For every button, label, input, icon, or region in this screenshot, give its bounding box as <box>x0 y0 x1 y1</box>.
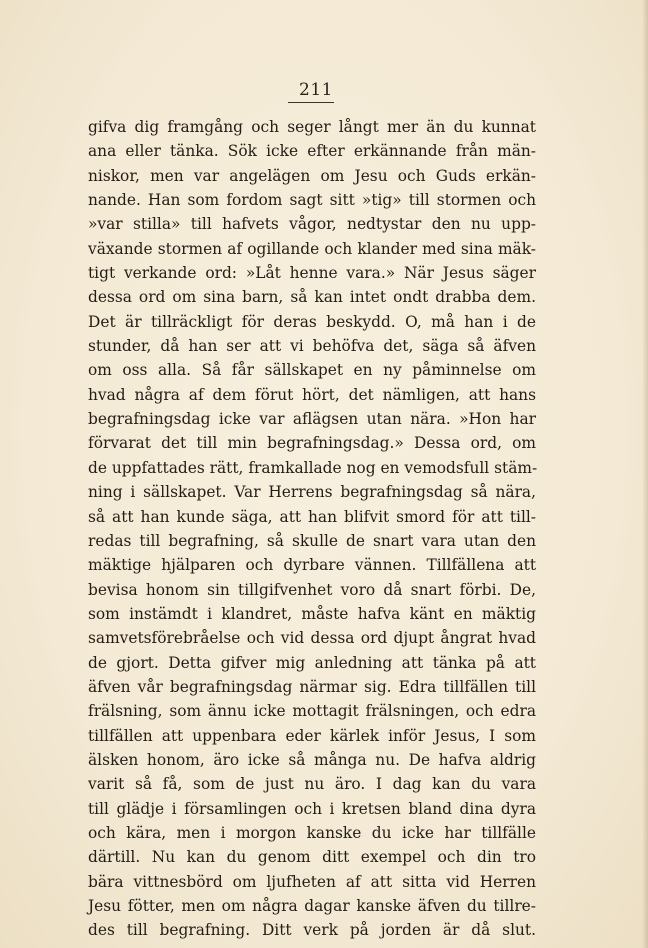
text-line: dessa ord om sina barn, så kan intet ondt drabba dem. <box>88 288 536 307</box>
text-line: och kära, men i morgon kanske du icke har tillfälle <box>88 823 536 842</box>
text-line: gifva dig framgång och seger långt mer än du kunnat <box>88 118 536 136</box>
text-line: Jesu fötter, men om några dagar kanske äfven du tillre- <box>88 897 536 915</box>
text-line: »var stilla» till hafvets vågor, nedtystar den nu upp- <box>88 215 536 234</box>
text-line: frälsning, som ännu icke mottagit frälsningen, och edra <box>88 702 536 721</box>
text-line: ning i sällskapet. Var Herrens begrafningsdag så nära, <box>88 483 536 502</box>
text-line: som instämdt i klandret, måste hafva känt en mäktig <box>88 604 536 623</box>
text-line: des till begrafning. Ditt verk på jorden är då slut. <box>88 921 536 940</box>
text-line: äfven vår begrafningsdag närmar sig. Edra tillfällen till <box>88 677 536 696</box>
text-line: redas till begrafning, så skulle de snart vara utan den <box>88 531 536 550</box>
text-line: varit så få, som de just nu äro. I dag kan du vara <box>88 775 536 794</box>
text-line: så att han kunde säga, att han blifvit smord för att till- <box>88 507 536 526</box>
text-line: de uppfattades rätt, framkallade nog en vemodsfull stäm- <box>88 458 538 477</box>
text-line: tigt verkande ord: »Låt henne vara.» När Jesus säger <box>88 264 536 283</box>
text-line: Det är tillräckligt för deras beskydd. O, må han i de <box>88 312 536 331</box>
body-text <box>88 115 536 943</box>
text-line: därtill. Nu kan du genom ditt exempel och din tro <box>88 848 536 867</box>
text-line: bära vittnesbörd om ljufheten af att sitta vid Herren <box>88 872 536 891</box>
page-edge-shadow <box>642 0 648 948</box>
text-line: ana eller tänka. Sök icke efter erkännande från män- <box>88 142 536 161</box>
text-line: bevisa honom sin tillgifvenhet voro då snart förbi. De, <box>88 580 536 599</box>
text-line: de gjort. Detta gifver mig anledning att tänka på att <box>88 653 536 672</box>
text-line: hvad några af dem förut hört, det nämligen, att hans <box>88 385 536 404</box>
text-line: nande. Han som fordom sagt sitt »tig» till stormen och <box>88 191 536 210</box>
text-line: samvetsförebråelse och vid dessa ord djupt ångrat hvad <box>88 629 536 648</box>
text-line: tillfällen att uppenbara eder kärlek inför Jesus, I som <box>88 726 536 745</box>
page-number: 211 <box>299 80 333 100</box>
text-line: förvarat det till min begrafningsdag.» Dessa ord, om <box>88 434 536 453</box>
text-line: niskor, men var angelägen om Jesu och Guds erkän- <box>88 166 536 185</box>
text-line: begrafningsdag icke var aflägsen utan nära. »Hon har <box>88 410 536 429</box>
text-line: om oss alla. Så får sällskapet en ny påminnelse om <box>88 361 536 380</box>
text-line: älsken honom, äro icke så många nu. De hafva aldrig <box>88 750 536 769</box>
page-number-rule <box>288 102 334 103</box>
text-line: till glädje i församlingen och i kretsen bland dina dyra <box>88 799 536 818</box>
text-line: mäktige hjälparen och dyrbare vännen. Tillfällena att <box>88 556 536 575</box>
text-line: växande stormen af ogillande och klander med sina mäk- <box>88 239 536 258</box>
text-line: stunder, då han ser att vi behöfva det, säga så äfven <box>88 337 536 356</box>
